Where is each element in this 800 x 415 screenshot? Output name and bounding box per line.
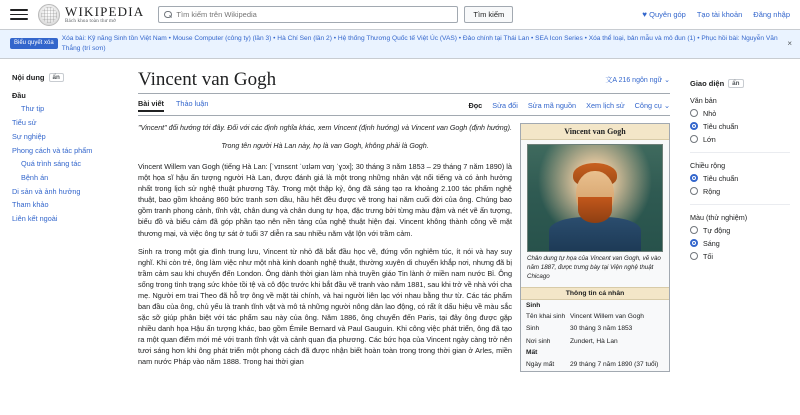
hatnote-primary: "Vincent" đổi hướng tới đây. Đối với các định nghĩa khác, xem Vincent (định hướng) và Vincent van Gogh (định hướng).	[138, 123, 512, 132]
hatnote-secondary: Trong tên người Hà Lan này, họ là van Gogh, không phải là Gogh.	[221, 142, 429, 151]
infobox-value: Vincent Willem van Gogh	[570, 313, 644, 321]
radio-icon[interactable]	[690, 187, 698, 195]
wikipedia-logo[interactable]	[38, 4, 144, 26]
toc-item-dau[interactable]: Đầu	[12, 90, 26, 100]
radio-icon[interactable]	[690, 135, 698, 143]
tab-talk[interactable]: Thảo luận	[175, 98, 209, 108]
page-layout	[0, 59, 800, 415]
search-icon	[164, 11, 172, 19]
divider	[690, 152, 790, 153]
article-tabs	[138, 99, 670, 116]
action-tools[interactable]: Công cụ ⌄	[634, 100, 670, 110]
globe-icon	[38, 4, 60, 26]
text-size-standard[interactable]: Tiêu chuẩn	[690, 122, 790, 131]
toc-item-su-nghiep[interactable]: Sự nghiệp	[12, 131, 46, 141]
table-of-contents	[0, 59, 128, 415]
toc-header	[12, 73, 120, 82]
logo-wordmark: WIKIPEDIA	[65, 4, 145, 19]
portrait-image	[527, 144, 663, 252]
infobox-value: 30 tháng 3 năm 1853	[570, 325, 633, 333]
width-wide[interactable]: Rộng	[690, 187, 790, 196]
infobox-row	[521, 358, 669, 370]
infobox-value: Zundert, Hà Lan	[570, 337, 618, 345]
action-edit[interactable]: Sửa đổi	[492, 100, 518, 110]
login-link[interactable]: Đăng nhập	[753, 10, 790, 19]
color-dark[interactable]: Tối	[690, 252, 790, 261]
infobox-row	[521, 311, 669, 323]
width-standard[interactable]: Tiêu chuẩn	[690, 174, 790, 183]
infobox-title: Vincent van Gogh	[521, 124, 669, 140]
action-read[interactable]: Đọc	[468, 100, 483, 110]
infobox-image-caption: Chân dung tự họa của Vincent van Gogh, vẽ vào năm 1887, được trưng bày tại Viện nghệ thuật Chicago	[527, 254, 661, 280]
appearance-title: Giao diện	[690, 78, 725, 88]
infobox-key: Nơi sinh	[526, 337, 551, 345]
infobox-key: Tên khai sinh	[526, 313, 566, 321]
notice-badge: Biểu quyết xóa	[10, 38, 58, 49]
page-title: Vincent van Gogh	[138, 68, 277, 90]
color-light[interactable]: Sáng	[690, 239, 790, 248]
appearance-group-width: Chiều rộng	[690, 160, 726, 170]
logo-tagline: Bách khoa toàn thư mở	[65, 19, 116, 24]
toc-item-lien-ket-ngoai[interactable]: Liên kết ngoài	[12, 214, 58, 224]
infobox-group-sinh: Sinh	[526, 301, 541, 309]
toc-item-qua-trinh-sang-tac[interactable]: Quá trình sáng tác	[21, 159, 82, 169]
infobox-value: 29 tháng 7 năm 1890 (37 tuổi)	[570, 360, 659, 368]
menu-icon[interactable]	[10, 6, 28, 23]
language-selector[interactable]: 文A 216 ngôn ngữ ⌄	[605, 76, 670, 84]
infobox-group-mat: Mất	[526, 349, 538, 357]
toc-item-thu-tip[interactable]: Thư tịp	[21, 104, 45, 114]
search-input[interactable]	[176, 10, 452, 19]
toc-toggle-button[interactable]: ẩn	[49, 73, 64, 82]
color-auto[interactable]: Tự động	[690, 226, 790, 235]
toc-item-phong-cach[interactable]: Phong cách và tác phẩm	[12, 145, 93, 155]
heart-icon: ♥	[642, 10, 648, 19]
site-header	[0, 0, 800, 30]
radio-icon[interactable]	[690, 252, 698, 260]
lead-paragraph-2: Sinh ra trong một gia đình trung lưu, Vincent từ nhỏ đã bắt đầu học vẽ, đứng vốn nghiêm túc, ít nói và hay suy nghĩ. Khi còn trẻ, ông làm việc như một nhà kinh doanh nghệ thuật, thường xuyên di chuyển khắp nơi, nhưng đã bị trầm cảm sau khi chuyển đến London. Ông dành thời gian làm nhà truyền giáo Tin lành ở miền nam nước Bỉ. Ông sống trong tình trạng sức khỏe tồi tệ và cô độc trước khi bắt đầu vẽ tranh vào năm 1881, sau khi trở về nhà với cha mẹ. Người em trai Theo đã hỗ trợ ông về mặt tài chính, và hai người liên lạc với nhau bằng thư từ. Các tác phẩm ban đầu của ông, chủ yếu là tranh tĩnh vật và mô tả những người nông dân lao động, có rất ít dấu hiệu về màu sắc sặc sỡ giúp phân biệt với tác phẩm sau này của ông. Năm 1886, ông chuyển đến Paris, tại đây ông được gặp nhiều danh họa Hậu ấn tượng khác, bao gồm Émile Bernard và Paul Gauguin. Khi công việc phát triển, ông đã tạo ra một quan điểm mới mẻ với tranh tĩnh vật và cảnh quan địa phương. Các bức họa của Vincent ngày càng trở nên tươi sáng hơn khi ông phát triển một phong cách đã được nhận biết hoàn toàn trong trong thời gian ở Arles, miền nam nước Pháp vào năm 1888. Trong hai thời gian	[138, 246, 512, 367]
text-size-large[interactable]: Lớn	[690, 135, 790, 144]
action-edit-source[interactable]: Sửa mã nguồn	[527, 100, 577, 110]
infobox-key: Ngày mất	[526, 360, 555, 368]
donate-link[interactable]: ♥ Quyên góp	[642, 10, 686, 19]
appearance-panel	[682, 59, 800, 415]
lead-paragraph-1: Vincent Willem van Gogh (tiếng Hà Lan: [ˈvɪnsɛnt ˈʋɪləm vɑŋ ˈɣɔx]; 30 tháng 3 năm 1853 – 29 tháng 7 năm 1890) là một họa sĩ hậu ấn tượng người Hà Lan, được đánh giá là một trong những nhân vật nổi tiếng và có ảnh hưởng nhất trong lịch sử nghệ thuật phương Tây. Trong một thập kỷ, ông đã sáng tạo ra khoảng 2.100 tác phẩm nghệ thuật, bao gồm khoảng 860 bức tranh sơn dầu, hầu hết đều được vẽ trong hai năm cuối đời của ông. Chúng bao gồm tranh phong cảnh, tĩnh vật, chân dung và chân dung tự họa, đặc trưng bởi từng màu đậm và nét vẽ ấn tượng, biểu đồ và biểu cảm đã góp phần tạo nên nền tảng của nghệ thuật hiện đại. Vincent không thành công về mặt thương mại, và việc ông tự sát ở tuổi 37 diễn ra sau nhiều năm vật lộn với trầm cảm.	[138, 162, 512, 238]
toc-item-tieu-su[interactable]: Tiểu sử	[12, 118, 37, 128]
appearance-toggle-button[interactable]: ẩn	[728, 79, 743, 88]
create-account-link[interactable]: Tạo tài khoản	[696, 10, 743, 19]
appearance-group-color: Màu (thử nghiệm)	[690, 212, 748, 222]
radio-icon[interactable]	[690, 174, 698, 182]
notice-text[interactable]: Xóa bài: Kỹ năng Sinh tồn Việt Nam • Mouse Computer (công ty) (lần 3) • Hà Chí Sen (lần 2) • Hệ thống Thương Quốc tế Việt Úc (VAS) • Đảo chính tại Thái Lan • SEA Icon Series • Xóa thể loại, bản mẫu và mô đun (1) • Phục hồi bài: Nguyễn Văn Thắng (trí sơn)	[61, 35, 778, 52]
radio-icon[interactable]	[690, 122, 698, 130]
text-size-small[interactable]: Nhỏ	[690, 109, 790, 118]
radio-icon[interactable]	[690, 239, 698, 247]
divider	[690, 204, 790, 205]
toc-item-benh-an[interactable]: Bệnh án	[21, 173, 49, 182]
search-button[interactable]: Tìm kiếm	[464, 6, 513, 23]
appearance-group-text: Văn bản	[690, 95, 717, 105]
appearance-header	[690, 79, 790, 88]
infobox-key: Sinh	[526, 325, 540, 333]
header-user-links	[642, 10, 790, 19]
infobox-row	[521, 335, 669, 347]
radio-icon[interactable]	[690, 226, 698, 234]
radio-icon[interactable]	[690, 109, 698, 117]
close-icon[interactable]: ×	[787, 38, 792, 48]
infobox	[520, 123, 670, 372]
article-content	[128, 59, 682, 415]
infobox-section-personal: Thông tin cá nhân	[521, 287, 669, 300]
site-notice	[0, 30, 800, 59]
toc-item-tham-khao[interactable]: Tham khảo	[12, 200, 49, 210]
infobox-row	[521, 323, 669, 335]
search-box[interactable]	[158, 6, 458, 23]
title-divider	[138, 93, 670, 94]
tab-article[interactable]: Bài viết	[138, 99, 164, 112]
toc-item-di-san[interactable]: Di sản và ảnh hưởng	[12, 186, 81, 196]
toc-title: Nội dung	[12, 72, 45, 82]
action-history[interactable]: Xem lịch sử	[586, 100, 625, 110]
